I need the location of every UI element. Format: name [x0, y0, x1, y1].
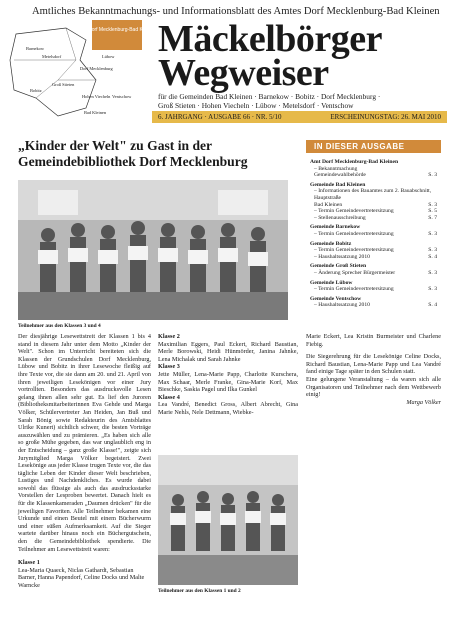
toc-item-page: S. 3	[428, 247, 437, 254]
masthead-line1: Mäckelbörger	[158, 18, 383, 60]
map-label-metelsdorf: Metelsdorf	[42, 54, 62, 59]
caption-classes-1-2: Teilnehmer aus den Klassen 1 und 2	[158, 588, 241, 594]
toc-group-title: Gemeinde Barnekow	[310, 224, 361, 231]
masthead-line2: Wegweiser	[158, 52, 329, 94]
communities-line1: für die Gemeinden Bad Kleinen · Barnekow · Bobitz · Dorf Mecklenburg ·	[158, 92, 381, 101]
class-4-heading: Klasse 4	[158, 393, 180, 401]
toc-item[interactable]	[310, 188, 437, 201]
toc-item[interactable]	[310, 202, 437, 209]
toc-item-page: S. 4	[428, 302, 437, 309]
toc-item[interactable]	[310, 166, 437, 173]
toc-item[interactable]	[310, 172, 437, 179]
toc-group	[310, 224, 437, 237]
toc-item-page: S. 3	[428, 230, 437, 237]
article-body-3b: Die Siegerehrung für die Lesekönige Celine Docks, Richard Baustian, Lena-Marie Papp und Lea Vandré fand einige Tage später in den Schulen statt.	[306, 353, 441, 376]
article-column-3	[306, 333, 441, 406]
map-label-dorf: Dorf Mecklenburg	[80, 66, 113, 71]
article-column-1	[18, 333, 151, 590]
toc-item[interactable]	[310, 286, 437, 293]
toc-item-label: Gemeindewahlbehörde	[314, 172, 366, 179]
class-3-names: Jette Müller, Lena-Marie Papp, Charlotte Kurschera, Max Schaar, Merle Franke, Gina-Marie Korf, Max Bieschke, Saskia Pagel und Ilka Gunkel	[158, 370, 298, 394]
in-this-issue-box	[306, 140, 441, 330]
toc-group-title: Gemeinde Bobitz	[310, 240, 352, 247]
top-line: Amtliches Bekanntmachungs- und Informationsblatt des Amtes Dorf Mecklenburg-Bad Kleinen	[32, 6, 440, 17]
communities-line2: Groß Stieten · Hohen Viecheln · Lübow · Metelsdorf · Ventschow	[158, 101, 354, 110]
toc-item-label: – Stellenausschreibung	[314, 214, 366, 221]
toc-group	[310, 241, 437, 261]
toc-group-title: Gemeinde Bad Kleinen	[310, 181, 366, 188]
class-2-heading: Klasse 2	[158, 333, 180, 340]
toc-item-label: – Termin Gemeindevertretersitzung	[314, 230, 394, 237]
toc-group-title: Gemeinde Groß Stieten	[310, 263, 367, 270]
class-1-heading: Klasse 1	[18, 559, 40, 567]
article-body-1: Der diesjährige Lesewettstreit der Klassen 1 bis 4 stand in diesem Jahr unter dem Motto „Kinder der Welt". Schon im Unterricht bereiteten sich die Klassen der Grundschulen Dorf Mecklenburg, Lübow und Bobitz in ihrer Lesewoche fleißig auf ihre Texte vor, die sie dann am 20. und 21. April von ihren jeweiligen Lesekönigen vor einer Jury vortrollten. Besonders das ausdrucksvolle Lesen gelang ihnen allen sehr gut. Es lief den Juroren (Bibliotheksmitarbeiterinnen Eva Gehde und Marga Völker, Schülervertreter Jan Heiden, Jan Buß und Sarah Bönig sowie Redakteurin des Amtsblattes Ulrike Kunert) sichtlich schwer, die besten Vorträge auszuwählen und zu prämieren. „Es haben sich alle so große Mühe gegeben, das war unglaublich eng in der Entscheidung – ganz große Klasse!", zeigte sich Jurymitglied Marga Völker begeistert. Zwei Lesekönige aus jeder Klasse trugen Texte vor, die das tägliche Leben der Kinder dieser Welt beschrieben, Lustiges und Nachdenkliches. Es wurde dabei sowohl das flüssige als auch das ausdrucksstarke Vorstellen der Lesproben bewertet. Danach hielt es für die Klassenkameraden „Daumen drücken" für die jeweiligen Favoriten. Alle Teilnehmer bekamen eine Urkunde und einen Beutel mit einem Bücherwurm und einer süßen Aufmerksamkeit. Auf die Sieger wartete darüber hinaus noch ein Büchergutschein, den die Gemeindebibliothek spendierte. Die Teilnehmer am Lesewettstreit waren:	[18, 333, 151, 553]
map-label-barnekow: Barnekow	[26, 46, 45, 51]
map-label-amt: Amt Dorf Mecklenburg-Bad Kleinen	[77, 27, 157, 33]
toc-item-page: S. 3	[428, 201, 437, 208]
toc-item-page: S. 4	[428, 253, 437, 260]
toc-item-label: – Termin Gemeindevertretersitzung	[314, 208, 394, 215]
toc-item-label: – Bekanntmachung	[314, 165, 358, 172]
toc-item-label: – Termin Gemeindevertretersitzung	[314, 247, 394, 254]
article-body-3a: Marie Eckert, Lea Kristin Burmeister und Charlene Fiebig.	[306, 333, 441, 348]
issue-number: 6. JAHRGANG · AUSGABE 66 · NR. 5/10	[158, 113, 282, 121]
toc-item[interactable]	[310, 215, 437, 222]
class-2-names: Maximilian Eggers, Paul Eckert, Richard Baustian, Merle Borowski, Heidi Hünmörder, Janina Jahnke, Lena Michalak und Sarah Jahnke	[158, 340, 298, 363]
issue-bar	[152, 111, 447, 123]
class-3-heading: Klasse 3	[158, 363, 180, 371]
toc-item-label: Bad Kleinen	[314, 201, 343, 208]
toc-group	[310, 280, 437, 293]
map-label-luebow: Lübow	[102, 54, 115, 59]
toc-item-page: S. 5	[428, 208, 437, 215]
toc-item-page: S. 3	[428, 286, 437, 293]
caption-classes-3-4: Teilnehmer aus den Klassen 3 und 4	[18, 323, 101, 329]
toc-group-title: Amt Dorf Mecklenburg-Bad Kleinen	[310, 159, 399, 165]
toc-group-title: Gemeinde Ventschow	[310, 295, 362, 302]
map-label-bad-kleinen: Bad Kleinen	[84, 110, 107, 115]
toc-item-label: – Änderung Sprecher Bürgermeister	[314, 269, 396, 276]
issue-date: ERSCHEINUNGSTAG: 26. MAI 2010	[330, 113, 441, 121]
region-map	[6, 20, 157, 120]
toc-item[interactable]	[310, 231, 437, 238]
toc-item[interactable]	[310, 270, 437, 277]
class-1-names: Lea-Maria Quaeck, Niclas Gathardt, Sebastian Barner, Hanna Papendorf, Celine Docks und Malte Warncke	[18, 566, 145, 589]
map-label-gross-stieten: Groß Stieten	[52, 82, 75, 87]
toc-item[interactable]	[310, 208, 437, 215]
toc-item-page: S. 3	[428, 172, 437, 179]
class-4-names: Lea Vandré, Benedict Gross, Albert Abrecht, Gina Marie Nehls, Nele Dettmann, Wiebke-	[158, 401, 298, 416]
map-label-ventschow: Ventschow	[112, 94, 132, 99]
photo-classes-3-4	[18, 180, 288, 320]
toc-group	[310, 159, 437, 179]
toc-item-label: – Haushaltssatzung 2010	[314, 253, 370, 260]
article-body-3c: Eine gelungene Veranstaltung – da waren sich alle Organisatoren und Teilnehmer nach dem Wettbewerb einig!	[306, 375, 441, 399]
toc-item-label: – Informationen des Bauamtes zum 2. Bauabschnitt, Hauptstraße	[314, 188, 432, 201]
toc-item-label: – Haushaltssatzung 2010	[314, 302, 370, 309]
toc-item-page: S. 3	[428, 269, 437, 276]
toc-group-title: Gemeinde Lübow	[310, 279, 353, 286]
article-column-2	[158, 333, 298, 417]
photo-classes-1-2	[158, 455, 298, 585]
map-label-bobitz: Bobitz	[30, 88, 42, 93]
toc-group	[310, 182, 437, 222]
toc-item-label: – Termin Gemeindevertretersitzung	[314, 286, 394, 293]
toc-item-page: S. 7	[428, 214, 437, 221]
in-this-issue-heading: IN DIESER AUSGABE	[306, 140, 441, 153]
in-this-issue-list	[306, 153, 441, 312]
toc-group	[310, 263, 437, 276]
toc-item[interactable]	[310, 302, 437, 309]
article-author: Marga Völker	[406, 398, 441, 406]
map-label-hohen: Hohen Viecheln	[82, 94, 111, 99]
toc-item[interactable]	[310, 247, 437, 254]
toc-group	[310, 296, 437, 309]
toc-item[interactable]	[310, 254, 437, 261]
article-headline: „Kinder der Welt" zu Gast in der Gemeindebibliothek Dorf Mecklenburg	[18, 138, 248, 169]
